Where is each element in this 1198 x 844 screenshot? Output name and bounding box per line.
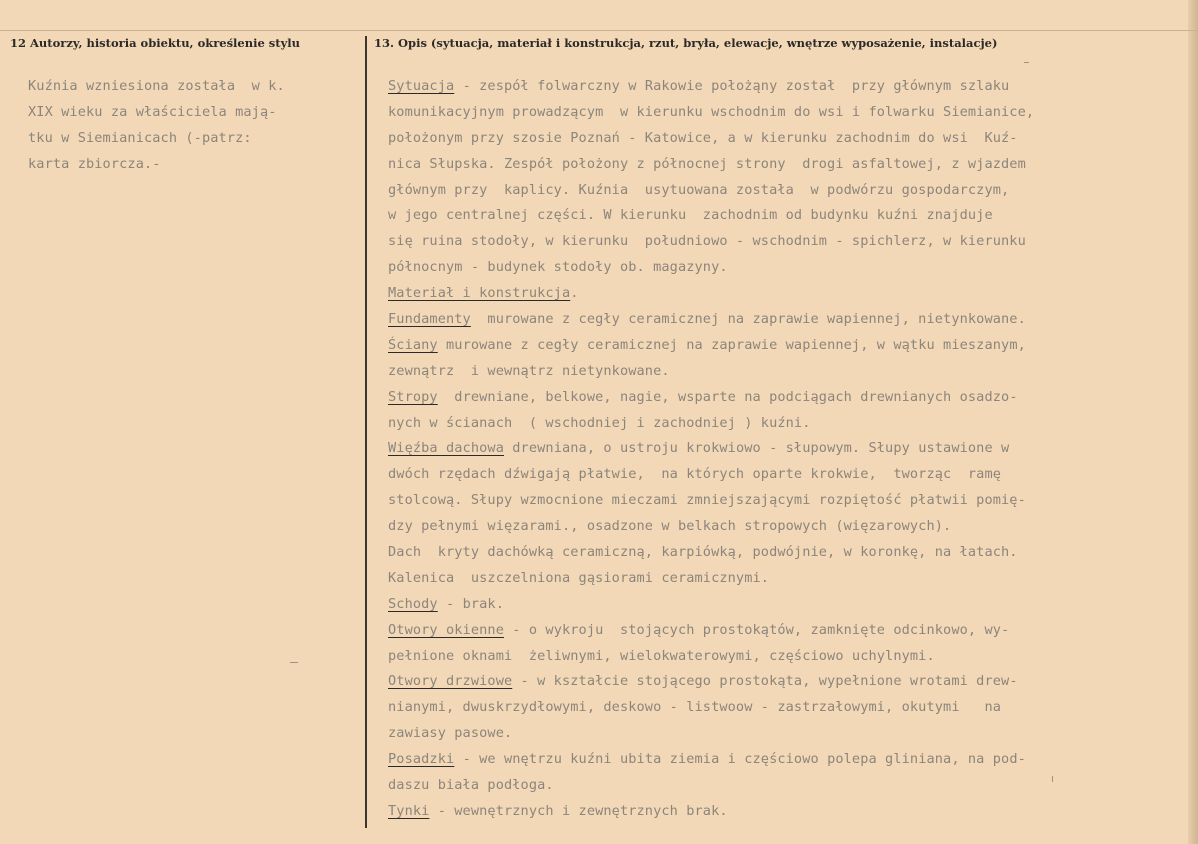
text-line [388, 799, 1178, 825]
line-text: drewniane, belkowe, nagie, wsparte na podciągach drewnianych osadzo- [437, 388, 1018, 405]
line-text: się ruina stodoły, w kierunku południowo - wschodnim - spichlerz, w kierunku [388, 233, 1026, 250]
line-text: nica Słupska. Zespół położony z północnej strony drogi asfaltowej, z wjazdem [388, 155, 1026, 172]
line-text: głównym przy kaplicy. Kuźnia usytuowana została w podwórzu gospodarczym, [388, 181, 1010, 198]
text-line [388, 385, 1178, 411]
text-line [388, 178, 1178, 204]
text-line: Kuźnia wzniesiona została w k. [28, 78, 285, 94]
column-divider [365, 36, 367, 828]
text-line [388, 100, 1178, 126]
text-line [388, 74, 1178, 100]
line-text: północnym - budynek stodoły ob. magazyny. [388, 259, 728, 276]
text-line [388, 669, 1178, 695]
underlined-heading: Więźba dachowa [388, 440, 504, 457]
underlined-heading: Ściany [388, 336, 438, 353]
text-line [388, 152, 1178, 178]
text-line: tku w Siemianicach (-patrz: [28, 129, 252, 146]
card-edge [1188, 0, 1198, 844]
line-text: - zespół folwarczny w Rakowie położąny został przy głównym szlaku [454, 78, 1010, 94]
section-13-text [388, 74, 1178, 825]
text-line [388, 566, 1178, 592]
line-text: daszu biała podłoga. [388, 777, 554, 794]
line-text: - w kształcie stojącego prostokąta, wypełnione wrotami drew- [512, 673, 1018, 690]
text-line [388, 333, 1178, 359]
text-line [388, 747, 1178, 773]
underlined-heading: Materiał i konstrukcja [388, 285, 571, 302]
underlined-heading: Stropy [388, 388, 438, 405]
line-text: komunikacyjnym prowadzącym w kierunku wschodnim do wsi i folwarku Siemianice, [388, 103, 1035, 120]
text-line: XIX wieku za właściciela mają- [28, 103, 277, 120]
line-text: położonym przy szosie Poznań - Katowice, a w kierunku zachodnim do wsi Kuź- [388, 129, 1018, 146]
text-line [388, 436, 1178, 462]
stray-mark [1052, 776, 1053, 782]
line-text: nych w ścianach ( wschodniej i zachodniej ) kuźni. [388, 414, 811, 431]
text-line [388, 281, 1178, 307]
line-text: - wewnętrznych i zewnętrznych brak. [429, 802, 728, 819]
underlined-heading: Fundamenty [388, 311, 471, 328]
text-line [388, 644, 1178, 670]
text-line [388, 307, 1178, 333]
text-line [388, 514, 1178, 540]
text-line [388, 255, 1178, 281]
line-text: murowane z cegły ceramicznej na zaprawie wapiennej, w wątku mieszanym, [437, 336, 1026, 353]
line-text: stolcową. Słupy wzmocnione mieczami zmniejszającymi rozpiętość płatwii pomię- [388, 492, 1026, 509]
text-line [388, 203, 1178, 229]
line-text: - we wnętrzu kuźni ubita ziemia i częściowo polepa gliniana, na pod- [454, 751, 1026, 768]
text-line [388, 229, 1178, 255]
text-line [388, 359, 1178, 385]
text-line [388, 592, 1178, 618]
line-text: zewnątrz i wewnątrz nietynkowane. [388, 362, 670, 379]
underlined-heading: Otwory drzwiowe [388, 673, 513, 690]
text-line [388, 126, 1178, 152]
text-line [388, 462, 1178, 488]
underlined-heading: Tynki [388, 802, 430, 819]
line-text: w jego centralnej części. W kierunku zachodnim od budynku kuźni znajduje [388, 207, 993, 224]
line-text: Dach kryty dachówką ceramiczną, karpiówką, podwójnie, w koronkę, na łatach. [388, 544, 1018, 561]
text-line [388, 618, 1178, 644]
underlined-heading: Sytuacja [388, 78, 455, 94]
stray-mark [1024, 62, 1029, 63]
section-13-header: 13. Opis (sytuacja, materiał i konstrukcja, rzut, bryła, elewacje, wnętrze wyposażenie, instalacje) [374, 36, 998, 50]
text-line [388, 540, 1178, 566]
stray-mark [290, 662, 298, 663]
line-text: . [570, 285, 579, 302]
line-text: drewniana, o ustroju krokwiowo - słupowym. Słupy ustawione w [503, 440, 1010, 457]
underlined-heading: Otwory okienne [388, 621, 504, 638]
line-text: murowane z cegły ceramicznej na zaprawie wapiennej, nietynkowane. [470, 311, 1026, 328]
underlined-heading: Posadzki [388, 751, 455, 768]
top-rule [0, 30, 1198, 31]
text-line [388, 721, 1178, 747]
text-line [388, 695, 1178, 721]
text-line: karta zbiorcza.- [28, 155, 161, 172]
text-line [388, 773, 1178, 799]
line-text: - brak. [437, 595, 504, 612]
underlined-heading: Schody [388, 595, 438, 612]
line-text: Kalenica uszczelniona gąsiorami ceramicznymi. [388, 569, 770, 586]
text-line [388, 488, 1178, 514]
section-12-header: 12 Autorzy, historia obiektu, określenie stylu [10, 36, 300, 50]
line-text: pełnione oknami żeliwnymi, wielokwaterowymi, częściowo uchylnymi. [388, 647, 935, 664]
text-line [388, 411, 1178, 437]
line-text: nianymi, dwuskrzydłowymi, deskowo - listwoow - zastrzałowymi, okutymi na [388, 699, 1002, 716]
line-text: dwóch rzędach dźwigają płatwie, na których oparte krokwie, tworząc ramę [388, 466, 1002, 483]
section-12-text [28, 74, 358, 178]
line-text: - o wykroju stojących prostokątów, zamknięte odcinkowo, wy- [503, 621, 1010, 638]
line-text: zawiasy pasowe. [388, 725, 513, 742]
line-text: dzy pełnymi więzarami., osadzone w belkach stropowych (więzarowych). [388, 518, 952, 535]
